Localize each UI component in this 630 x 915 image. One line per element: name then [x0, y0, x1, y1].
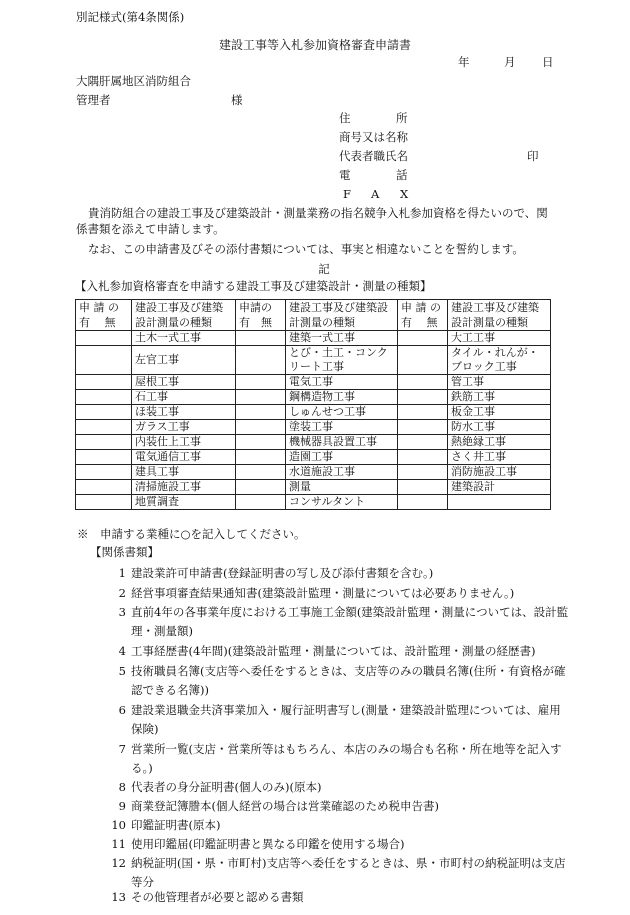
- apply-check-cell[interactable]: [236, 420, 286, 435]
- work-type-cell: 左官工事: [132, 346, 236, 375]
- fax-char-2: A: [371, 187, 380, 201]
- related-document-item: [110, 642, 570, 661]
- apply-check-cell[interactable]: [236, 390, 286, 405]
- document-text: 経営事項審査結果通知書(建築設計監理・測量については必要ありません。): [131, 586, 515, 600]
- document-title: 建設工事等入札参加資格審査申請書: [218, 38, 411, 52]
- work-type-cell: 熱絶縁工事: [448, 435, 551, 450]
- work-type-cell: 造園工事: [286, 450, 398, 465]
- related-documents-heading: 【関係書類】: [90, 545, 159, 559]
- apply-check-cell[interactable]: [236, 375, 286, 390]
- addressee-organization: 大隅肝属地区消防組合: [76, 74, 191, 88]
- document-text: 商業登記簿謄本(個人経営の場合は営業確認のため税申告書): [131, 799, 439, 813]
- apply-check-cell[interactable]: [76, 465, 132, 480]
- document-text: 技術職員名簿(支店等へ委任をするときは、支店等のみの職員名簿(住所・有資格が確認できる名簿)): [131, 664, 566, 697]
- document-text: 代表者の身分証明書(個人のみ)(原本): [131, 780, 322, 794]
- work-type-cell: さく井工事: [448, 450, 551, 465]
- work-type-cell: 鋼構造物工事: [286, 390, 398, 405]
- related-document-item: [110, 797, 570, 816]
- work-types-table: [75, 299, 551, 510]
- table-row: [76, 375, 551, 390]
- fax-char-1: F: [343, 187, 351, 201]
- header-yesno-1: 申 請 の 有 無: [76, 300, 132, 331]
- seal-mark: 印: [527, 149, 539, 163]
- table-row: [76, 405, 551, 420]
- work-type-cell: 板金工事: [448, 405, 551, 420]
- apply-check-cell[interactable]: [236, 450, 286, 465]
- document-text: 工事経歴書(4年間)(建築設計監理・測量については、設計監理・測量の経歴書): [131, 644, 536, 658]
- date-year-label: 年: [458, 55, 470, 69]
- work-type-cell: 鉄筋工事: [448, 390, 551, 405]
- work-type-cell: 電気工事: [286, 375, 398, 390]
- document-number: 11: [111, 837, 126, 851]
- document-text: 直前4年の各事業年度における工事施工金額(建築設計監理・測量については、設計監理・測量額): [131, 605, 569, 638]
- document-text: その他管理者が必要と認める書類: [131, 890, 304, 904]
- work-type-cell: しゅんせつ工事: [286, 405, 398, 420]
- body-paragraph-1: 貴消防組合の建設工事及び建築設計・測量業務の指名競争入札参加資格を得たいので、関係書類を添えて申請します。: [76, 206, 548, 236]
- apply-check-cell[interactable]: [76, 346, 132, 375]
- apply-check-cell[interactable]: [236, 495, 286, 510]
- table-row: [76, 465, 551, 480]
- work-type-cell: 内装仕上工事: [132, 435, 236, 450]
- document-number: 1: [118, 566, 126, 580]
- address-char-1: 住: [339, 111, 351, 125]
- work-type-cell: 大工工事: [448, 331, 551, 346]
- work-type-cell: 消防施設工事: [448, 465, 551, 480]
- related-document-item: [110, 603, 570, 641]
- work-type-cell: 建築設計: [448, 480, 551, 495]
- header-type-3: 建設工事及び建築設計測量の種類: [448, 300, 551, 331]
- tel-char-2: 話: [396, 168, 408, 182]
- apply-check-cell[interactable]: [398, 450, 448, 465]
- document-number: 3: [118, 605, 126, 619]
- table-row: [76, 495, 551, 510]
- table-row: [76, 435, 551, 450]
- apply-check-cell[interactable]: [76, 480, 132, 495]
- table-row: [76, 346, 551, 375]
- work-type-cell: 石工事: [132, 390, 236, 405]
- header-yesno-2: 申請の有 無: [236, 300, 286, 331]
- work-type-cell: 屋根工事: [132, 375, 236, 390]
- apply-check-cell[interactable]: [76, 390, 132, 405]
- body-paragraph-2: なお、この申請書及びその添付書類については、事実と相違ないことを誓約します。: [88, 242, 524, 256]
- apply-check-cell[interactable]: [236, 346, 286, 375]
- document-number: 6: [118, 703, 126, 717]
- applicant-tel-label: [339, 168, 408, 184]
- applicant-address-label: [339, 111, 408, 127]
- table-row: [76, 450, 551, 465]
- header-yesno-3: 申 請 の 有 無: [398, 300, 448, 331]
- work-type-cell: 防水工事: [448, 420, 551, 435]
- work-type-cell: ガラス工事: [132, 420, 236, 435]
- apply-check-cell[interactable]: [398, 420, 448, 435]
- table-row: [76, 480, 551, 495]
- document-text: 建設業許可申請書(登録証明書の写し及び添付書類を含む。): [131, 566, 434, 580]
- tel-char-1: 電: [339, 168, 351, 182]
- apply-check-cell[interactable]: [398, 465, 448, 480]
- apply-check-cell[interactable]: [236, 480, 286, 495]
- date-line: [458, 55, 554, 71]
- apply-check-cell[interactable]: [76, 435, 132, 450]
- work-type-cell: [448, 495, 551, 510]
- work-type-cell: 管工事: [448, 375, 551, 390]
- table-header-row: [76, 300, 551, 331]
- honorific: 様: [231, 93, 243, 107]
- apply-check-cell[interactable]: [76, 331, 132, 346]
- work-type-cell: 電気通信工事: [132, 450, 236, 465]
- related-document-item: [110, 584, 570, 603]
- document-number: 7: [118, 742, 126, 756]
- document-number: 4: [118, 644, 126, 658]
- applicant-representative-label: 代表者職氏名: [339, 149, 408, 163]
- work-type-cell: 建具工事: [132, 465, 236, 480]
- form-reference: 別記様式(第4条関係): [76, 10, 185, 24]
- header-type-1: 建設工事及び建築設計測量の種類: [132, 300, 236, 331]
- related-document-item: [110, 701, 570, 739]
- apply-check-cell[interactable]: [398, 331, 448, 346]
- work-type-cell: 機械器具設置工事: [286, 435, 398, 450]
- work-type-cell: 塗装工事: [286, 420, 398, 435]
- apply-check-cell[interactable]: [76, 375, 132, 390]
- related-document-item: [110, 564, 570, 583]
- apply-check-cell[interactable]: [398, 405, 448, 420]
- document-text: 建設業退職金共済事業加入・履行証明書写し(測量・建築設計監理については、雇用保険): [131, 703, 561, 736]
- date-month-label: 月: [504, 55, 516, 69]
- document-number: 5: [118, 664, 126, 678]
- related-document-item: [110, 854, 570, 892]
- fax-char-3: X: [400, 187, 409, 201]
- related-document-item: [110, 816, 570, 835]
- apply-check-cell[interactable]: [398, 375, 448, 390]
- apply-check-cell[interactable]: [398, 480, 448, 495]
- apply-check-cell[interactable]: [76, 405, 132, 420]
- manager-label: 管理者: [76, 93, 111, 107]
- related-document-item: [110, 835, 570, 854]
- apply-check-cell[interactable]: [236, 331, 286, 346]
- related-document-item: [110, 778, 570, 797]
- work-type-cell: とび・土工・コンクリート工事: [286, 346, 398, 375]
- related-document-item: [110, 662, 570, 700]
- address-char-2: 所: [396, 111, 408, 125]
- header-type-2: 建設工事及び建築設計測量の種類: [286, 300, 398, 331]
- table-row: [76, 390, 551, 405]
- apply-check-cell[interactable]: [398, 435, 448, 450]
- document-text: 納税証明(国・県・市町村)支店等へ委任をするときは、県・市町村の納税証明は支店等分: [131, 856, 566, 889]
- document-text: 営業所一覧(支店・営業所等はもちろん、本店のみの場合も名称・所在地等を記入する。): [131, 742, 562, 775]
- work-type-cell: 建築一式工事: [286, 331, 398, 346]
- work-type-cell: 地質調査: [132, 495, 236, 510]
- document-number: 12: [111, 856, 126, 870]
- table-note: ※ 申請する業種に○を記入してください。: [77, 527, 306, 541]
- document-text: 使用印鑑届(印鑑証明書と異なる印鑑を使用する場合): [131, 837, 405, 851]
- work-type-cell: 土木一式工事: [132, 331, 236, 346]
- related-document-item: [110, 740, 570, 778]
- document-number: 8: [118, 780, 126, 794]
- document-number: 10: [111, 818, 126, 832]
- apply-check-cell[interactable]: [76, 450, 132, 465]
- apply-check-cell[interactable]: [398, 390, 448, 405]
- applicant-company-label: 商号又は名称: [339, 130, 408, 144]
- work-type-cell: コンサルタント: [286, 495, 398, 510]
- document-number: 13: [111, 890, 126, 904]
- apply-check-cell[interactable]: [398, 346, 448, 375]
- document-number: 2: [118, 586, 126, 600]
- apply-check-cell[interactable]: [236, 465, 286, 480]
- apply-check-cell[interactable]: [76, 495, 132, 510]
- document-number: 9: [118, 799, 126, 813]
- work-type-cell: 測量: [286, 480, 398, 495]
- work-type-cell: ほ装工事: [132, 405, 236, 420]
- apply-check-cell[interactable]: [76, 420, 132, 435]
- document-text: 印鑑証明書(原本): [131, 818, 221, 832]
- table-row: [76, 331, 551, 346]
- work-type-cell: 水道施設工事: [286, 465, 398, 480]
- work-type-cell: 清掃施設工事: [132, 480, 236, 495]
- table-caption: 【入札参加資格審査を申請する建設工事及び建築設計・測量の種類】: [75, 279, 432, 293]
- ki-heading: 記: [318, 262, 330, 276]
- table-row: [76, 420, 551, 435]
- apply-check-cell[interactable]: [236, 435, 286, 450]
- apply-check-cell[interactable]: [398, 495, 448, 510]
- addressee-manager: [76, 93, 243, 109]
- related-document-item: [110, 888, 570, 907]
- work-type-cell: タイル・れんが・ブロック工事: [448, 346, 551, 375]
- date-day-label: 日: [542, 55, 554, 69]
- apply-check-cell[interactable]: [236, 405, 286, 420]
